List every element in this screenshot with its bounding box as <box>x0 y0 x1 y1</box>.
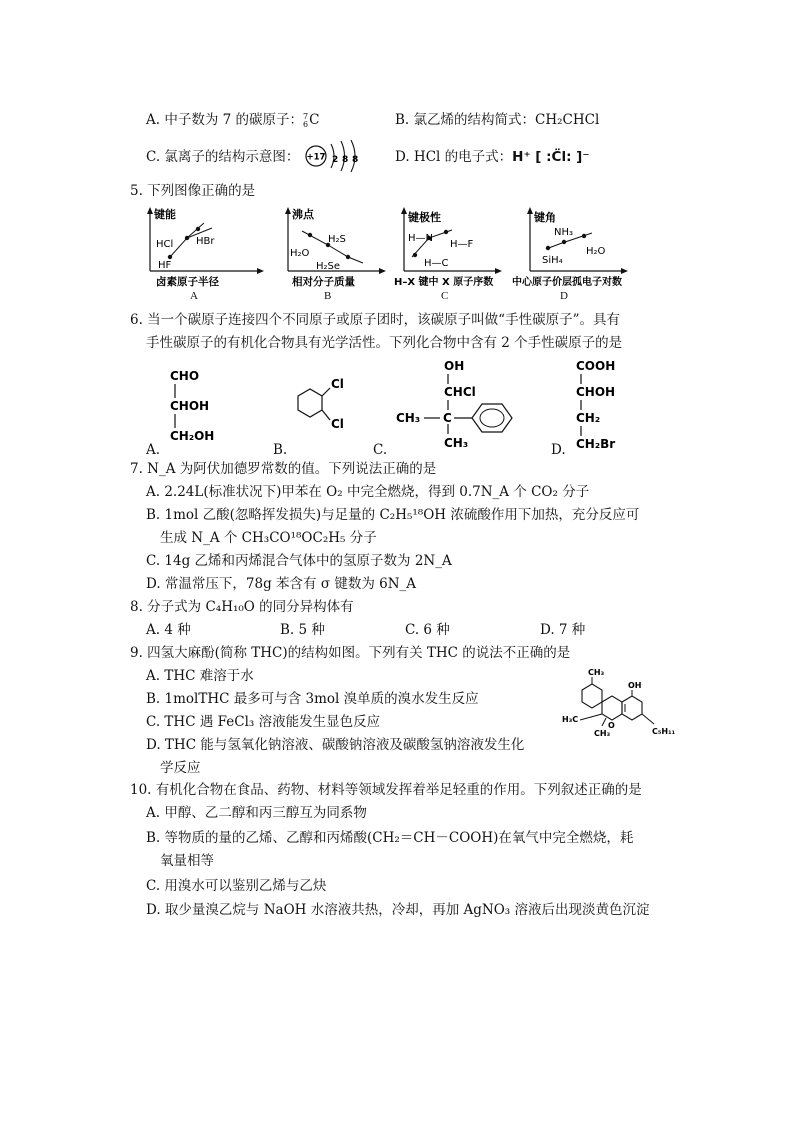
chart-a-letter: A <box>190 290 198 302</box>
q9-option-c: C. THC 遇 FeCl₃ 溶液能发生显色反应 <box>146 714 381 730</box>
q6-stem-line1: 6. 当一个碳原子连接四个不同原子或原子团时，该碳原子叫做“手性碳原子”。具有 <box>130 312 620 328</box>
q4-option-d: D. HCl 的电子式：H⁺ [ :C̈l: ]⁻ <box>395 149 590 165</box>
label-hf: H—F <box>450 239 474 250</box>
q10-option-c: C. 用溴水可以鉴别乙烯与乙炔 <box>146 878 327 894</box>
mass-number: 7 <box>303 111 309 121</box>
chart-d-letter: D <box>560 290 568 302</box>
point-sih4 <box>546 246 550 250</box>
label-hcl: HCl <box>156 239 174 250</box>
svg-text:H₃C: H₃C <box>562 715 579 724</box>
q5-chart-c <box>394 205 506 287</box>
chart-c-letter: C <box>441 290 449 302</box>
svg-text:CH₂: CH₂ <box>576 411 601 425</box>
q6-b-structure <box>288 374 358 434</box>
svg-text:CH₂Br: CH₂Br <box>576 437 616 451</box>
q5-chart-d <box>512 205 650 287</box>
chart-d-xlabel: 中心原子价层孤电子对数 <box>512 277 622 287</box>
chart-a-ylabel: 键能 <box>154 208 176 221</box>
q7-option-b-line2: 生成 N_A 个 CH₃CO¹⁸OC₂H₅ 分子 <box>160 530 377 546</box>
point-hcl <box>185 236 189 240</box>
label-h2o: H₂O <box>586 246 606 257</box>
chart-b-ylabel: 沸点 <box>292 208 314 221</box>
svg-text:CH₂OH: CH₂OH <box>170 429 215 443</box>
q9-stem: 9. 四氢大麻酚(简称 THC)的结构如图。下列有关 THC 的说法不正确的是 <box>130 645 571 661</box>
q9-option-d-line1: D. THC 能与氢氧化钠溶液、碳酸钠溶液及碳酸氢钠溶液发生化 <box>146 737 525 753</box>
svg-text:OH: OH <box>444 359 465 373</box>
label-h2se: H₂Se <box>316 261 341 272</box>
shell-1: 2 <box>332 155 339 165</box>
q7-option-c: C. 14g 乙烯和丙烯混合气体中的氢原子数为 2N_A <box>146 553 452 569</box>
svg-text:O: O <box>608 721 615 730</box>
svg-text:Cl: Cl <box>331 417 344 431</box>
label-h2o: H₂O <box>290 248 310 259</box>
q8-option-d: D. 7 种 <box>540 622 586 638</box>
q6-a-letter: A. <box>146 442 161 458</box>
point-hbr <box>196 227 200 231</box>
chart-d-ylabel: 键角 <box>534 211 556 224</box>
label-hbr: HBr <box>196 236 215 247</box>
point-hf <box>444 230 448 234</box>
svg-text:CH₃: CH₃ <box>396 411 421 425</box>
chloride-ion-diagram <box>304 138 368 174</box>
label-h2s: H₂S <box>328 234 346 245</box>
point-hf <box>168 255 172 259</box>
q4-option-c: C. 氯离子的结构示意图： <box>146 149 300 165</box>
shell-2: 8 <box>342 155 349 165</box>
q8-stem: 8. 分子式为 C₄H₁₀O 的同分异构体有 <box>130 599 354 615</box>
svg-text:CH₃: CH₃ <box>594 729 611 738</box>
q10-option-b-line1: B. 等物质的量的乙烯、乙醇和丙烯酸(CH₂＝CH－COOH)在氧气中完全燃烧，耗 <box>146 830 634 846</box>
svg-text:C: C <box>443 411 452 425</box>
chart-b-xlabel: 相对分子质量 <box>292 276 355 287</box>
q7-option-d: D. 常温常压下，78g 苯含有 σ 键数为 6N_A <box>146 576 417 592</box>
q9-option-a: A. THC 难溶于水 <box>146 668 254 684</box>
point-h2o <box>582 234 586 238</box>
electron-formula: H⁺ [ :C̈l: ]⁻ <box>512 149 590 165</box>
chart-c-ylabel: 键极性 <box>408 211 441 224</box>
q10-option-d: D. 取少量溴乙烷与 NaOH 水溶液共热，冷却，再加 AgNO₃ 溶液后出现淡黄色沉淀 <box>146 902 650 918</box>
svg-text:CH₃: CH₃ <box>444 436 469 450</box>
q6-d-letter: D. <box>551 442 566 458</box>
q7-option-a: A. 2.24L(标准状况下)甲苯在 O₂ 中完全燃烧，得到 0.7N_A 个 CO₂ 分子 <box>146 484 590 500</box>
label-hf: HF <box>158 260 172 271</box>
svg-text:CHOH: CHOH <box>576 385 616 399</box>
q8-option-b: B. 5 种 <box>280 622 325 638</box>
atomic-number: 6 <box>303 119 309 129</box>
svg-text:COOH: COOH <box>576 359 616 373</box>
nucleus-charge: +17 <box>306 152 326 163</box>
q7-option-b-line1: B. 1mol 乙酸(忽略挥发损失)与足量的 C₂H₅¹⁸OH 浓硫酸作用下加热，充分反应可 <box>146 507 640 523</box>
chart-c-xlabel: H–X 键中 X 原子序数 <box>394 277 494 287</box>
point-h2se <box>346 255 350 259</box>
q10-option-b-line2: 氧量相等 <box>160 853 214 869</box>
q9-option-b: B. 1molTHC 最多可与含 3mol 溴单质的溴水发生反应 <box>146 691 479 707</box>
q6-a-structure <box>168 366 248 446</box>
q6-c-letter: C. <box>373 442 388 458</box>
q8-option-a: A. 4 种 <box>146 622 191 638</box>
svg-text:CHOH: CHOH <box>170 399 210 413</box>
label-hn: H—N <box>408 233 433 244</box>
label-sih4: SiH₄ <box>542 255 563 266</box>
q4-option-a: A. 中子数为 7 的碳原子：7 6C <box>146 111 320 129</box>
chart-a-xlabel: 卤素原子半径 <box>156 276 219 287</box>
svg-text:Cl: Cl <box>331 377 344 391</box>
thc-structure <box>558 664 678 750</box>
svg-text:CH₃: CH₃ <box>588 668 605 677</box>
label-nh3: NH₃ <box>554 227 574 238</box>
isotope-symbol: C <box>309 112 320 128</box>
q5-chart-a <box>142 205 268 287</box>
label-hc: H—C <box>424 258 449 269</box>
point-nh3 <box>562 240 566 244</box>
q6-c-structure <box>392 356 532 452</box>
chart-b-letter: B <box>324 290 332 302</box>
svg-text:CHCl: CHCl <box>444 385 476 399</box>
shell-3: 8 <box>352 155 359 165</box>
q5-chart-b <box>278 205 388 287</box>
svg-text:CHO: CHO <box>170 369 200 383</box>
svg-text:OH: OH <box>628 681 642 690</box>
q6-stem-line2: 手性碳原子的有机化合物具有光学活性。下列化合物中含有 2 个手性碳原子的是 <box>146 335 623 351</box>
q7-stem: 7. N_A 为阿伏加德罗常数的值。下列说法正确的是 <box>130 461 437 477</box>
q10-option-a: A. 甲醇、乙二醇和丙三醇互为同系物 <box>146 805 367 821</box>
q10-stem: 10. 有机化合物在食品、药物、材料等领域发挥着举足轻重的作用。下列叙述正确的是 <box>130 782 642 798</box>
q4-option-b: B. 氯乙烯的结构简式：CH₂CHCl <box>395 112 600 128</box>
point-hc <box>413 253 417 257</box>
q8-option-c: C. 6 种 <box>405 622 450 638</box>
point-h2o <box>308 233 312 237</box>
svg-text:C₅H₁₁: C₅H₁₁ <box>652 727 676 736</box>
q6-b-letter: B. <box>273 442 288 458</box>
q6-d-structure <box>574 356 654 452</box>
q5-stem: 5. 下列图像正确的是 <box>130 183 256 199</box>
q9-option-d-line2: 学反应 <box>160 760 201 776</box>
